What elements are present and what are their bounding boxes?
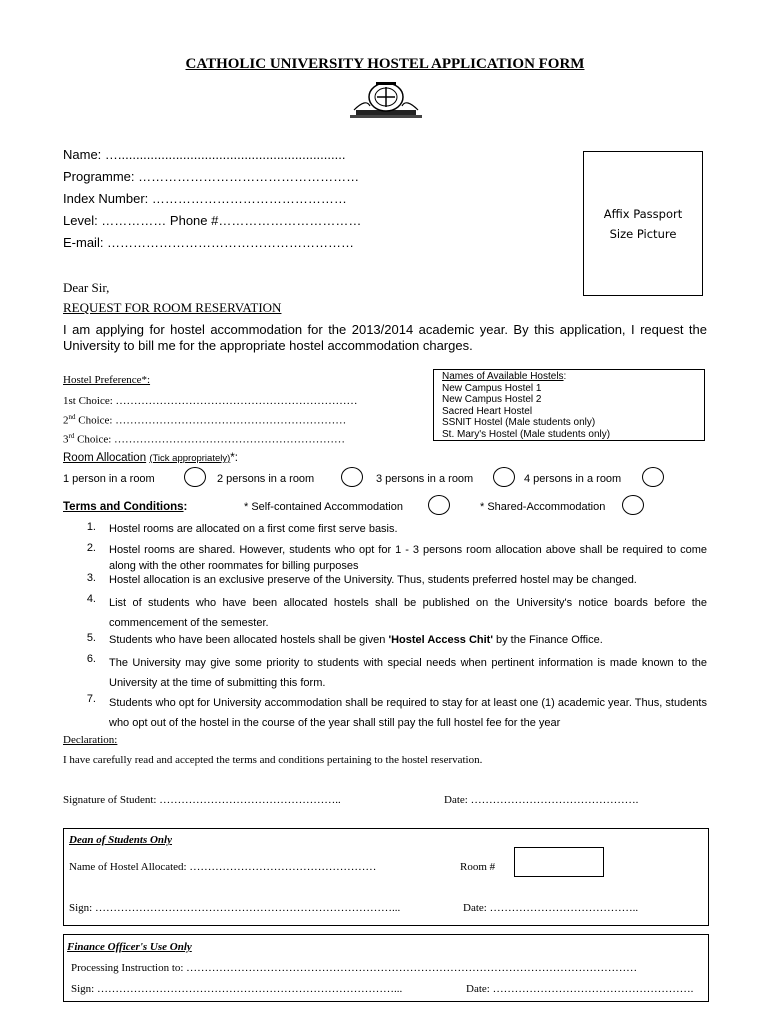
hostel-item: New Campus Hostel 2 bbox=[442, 394, 542, 406]
checkbox-1-person[interactable] bbox=[184, 467, 206, 487]
crest-icon bbox=[346, 80, 426, 120]
option-1-person: 1 person in a room bbox=[63, 473, 155, 485]
index-number-field[interactable]: Index Number: ……………………………………… bbox=[63, 191, 347, 206]
dean-sign-field[interactable]: Sign: ………………………………………………………………………... bbox=[69, 902, 401, 914]
option-2-persons: 2 persons in a room bbox=[217, 473, 315, 485]
shared-option: * Shared-Accommodation bbox=[480, 501, 606, 513]
finance-heading: Finance Officer's Use Only bbox=[67, 941, 192, 953]
hostel-allocated-field[interactable]: Name of Hostel Allocated: …………………………………………… bbox=[69, 861, 377, 873]
level-phone-field[interactable]: Level: …………… Phone #…………………………… bbox=[63, 213, 362, 228]
hostel-item: Sacred Heart Hostel bbox=[442, 405, 533, 417]
checkbox-2-persons[interactable] bbox=[341, 467, 363, 487]
term-text: Hostel rooms are shared. However, students who opt for 1 - 3 persons room allocation above shall be required to come along with the other roommates for billing purposes bbox=[109, 544, 707, 572]
first-choice-field[interactable]: 1st Choice: ………………………………………………………… bbox=[63, 395, 358, 407]
option-4-persons: 4 persons in a room bbox=[524, 473, 622, 485]
checkbox-shared[interactable] bbox=[622, 495, 644, 515]
hostel-item: SSNIT Hostel (Male students only) bbox=[442, 417, 596, 429]
third-num: 3 bbox=[63, 433, 69, 446]
terms-label-text: Terms and Conditions bbox=[63, 501, 184, 513]
term-number: 5. bbox=[86, 632, 96, 644]
available-hostels-box bbox=[433, 369, 705, 441]
term-text: Hostel allocation is an exclusive preserve of the University. Thus, students preferred hostel may be changed. bbox=[109, 574, 637, 586]
second-choice-text: Choice: ……………………………………………………… bbox=[75, 414, 347, 427]
finance-date-field[interactable]: Date: ………………………………………………. bbox=[466, 983, 694, 995]
room-allocation-asterisk: *: bbox=[230, 452, 238, 464]
third-choice-field[interactable] bbox=[63, 432, 345, 446]
second-num: 2 bbox=[63, 414, 69, 427]
dean-date-field[interactable]: Date: ………………………………….. bbox=[463, 902, 639, 914]
subject-line: REQUEST FOR ROOM RESERVATION bbox=[63, 300, 282, 315]
checkbox-3-persons[interactable] bbox=[493, 467, 515, 487]
tick-note: (Tick appropriately) bbox=[149, 453, 231, 464]
second-choice-field[interactable] bbox=[63, 413, 346, 427]
hostel-item: New Campus Hostel 1 bbox=[442, 382, 542, 394]
declaration-label: Declaration: bbox=[63, 734, 118, 746]
dean-heading: Dean of Students Only bbox=[69, 834, 172, 846]
term-number: 1. bbox=[86, 521, 96, 533]
third-choice-text: Choice: ……………………………………………………… bbox=[74, 433, 346, 446]
room-number-label: Room # bbox=[460, 861, 496, 873]
room-allocation-text: Room Allocation bbox=[63, 452, 147, 464]
photo-label-line1: Affix Passport bbox=[603, 206, 683, 221]
terms-label bbox=[63, 501, 187, 513]
self-contained-option: * Self-contained Accommodation bbox=[244, 501, 403, 513]
term-number: 4. bbox=[86, 593, 96, 605]
processing-instruction-field[interactable]: Processing Instruction to: …………………………………………………………………………………………………………… bbox=[71, 962, 638, 974]
student-date-field[interactable]: Date: ………………………………………. bbox=[444, 794, 639, 806]
term-text: The University may give some priority to students with special needs when pertinent information is made known to the University at the time of submitting this form. bbox=[109, 657, 707, 689]
second-sup: nd bbox=[68, 413, 76, 421]
hostel-access-chit: 'Hostel Access Chit' bbox=[388, 634, 493, 646]
hostels-heading-text: Names of Available Hostels bbox=[442, 371, 564, 382]
option-3-persons: 3 persons in a room bbox=[376, 473, 474, 485]
finance-sign-field[interactable]: Sign: ………………………………………………………………………... bbox=[71, 983, 403, 995]
room-allocation-label bbox=[63, 452, 238, 464]
terms-label-colon: : bbox=[183, 501, 188, 513]
student-signature-field[interactable]: Signature of Student: ………………………………………….. bbox=[63, 794, 341, 806]
term-text-post: by the Finance Office. bbox=[492, 634, 603, 646]
third-sup: rd bbox=[68, 432, 75, 440]
university-crest bbox=[346, 80, 426, 120]
intro-paragraph: I am applying for hostel accommodation for the 2013/2014 academic year. By this application, I request the University to bill me for the appropriate hostel accommodation charges. bbox=[63, 322, 707, 353]
term-text-pre: Students who have been allocated hostels shall be given bbox=[109, 634, 389, 646]
term-number: 3. bbox=[86, 572, 96, 584]
photo-label-line2: Size Picture bbox=[609, 226, 677, 241]
term-text: Students who opt for University accommodation shall be required to stay for at least one (1) academic year. Thus, students who opt out of the hostel in the course of the year shall still pay the full hostel fee for the year bbox=[109, 697, 707, 729]
form-title: CATHOLIC UNIVERSITY HOSTEL APPLICATION FORM bbox=[185, 56, 585, 72]
greeting: Dear Sir, bbox=[63, 280, 110, 295]
checkbox-4-persons[interactable] bbox=[642, 467, 664, 487]
hostel-preference-label: Hostel Preference*: bbox=[63, 374, 151, 386]
declaration-text: I have carefully read and accepted the terms and conditions pertaining to the hostel reservation. bbox=[63, 754, 483, 766]
term-number: 7. bbox=[86, 693, 96, 705]
hostel-item: St. Mary's Hostel (Male students only) bbox=[442, 428, 611, 440]
email-field[interactable]: E-mail: ………………………………………………… bbox=[63, 235, 355, 250]
term-text: List of students who have been allocated hostels shall be published on the University's notice boards before the commencement of the semester. bbox=[109, 597, 707, 629]
passport-photo-box[interactable] bbox=[583, 151, 703, 296]
hostels-heading-colon: : bbox=[563, 371, 567, 382]
term-number: 2. bbox=[86, 542, 96, 554]
hostels-heading bbox=[442, 371, 704, 383]
term-number: 6. bbox=[86, 653, 96, 665]
term-text: Hostel rooms are allocated on a first come first serve basis. bbox=[109, 523, 398, 535]
term-text bbox=[109, 632, 707, 648]
name-field[interactable]: Name: …............................................................... bbox=[63, 147, 346, 162]
programme-field[interactable]: Programme: …………………………………………… bbox=[63, 169, 360, 184]
room-number-box[interactable] bbox=[514, 847, 604, 877]
checkbox-self-contained[interactable] bbox=[428, 495, 450, 515]
